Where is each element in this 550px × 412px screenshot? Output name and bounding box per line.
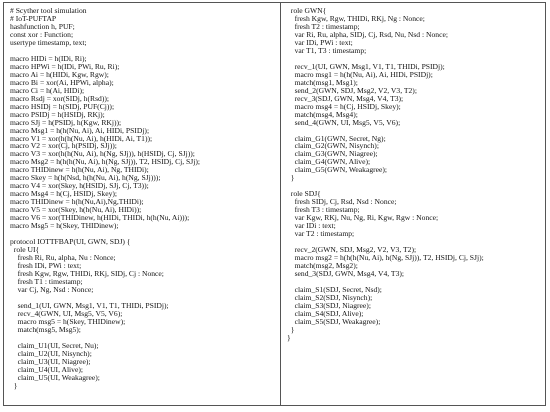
code-line: macro HIDi = h(IDi, Ri); [10, 53, 87, 63]
code-line: fresh T2 : timestamp; [287, 21, 360, 31]
code-line: recv_4(GWN, UI, Msg5, V5, V6); [10, 308, 123, 318]
code-line: macro V6 = xor(THIDinew, h(HIDi, THIDi, h(h(Nu, Ai))); [10, 213, 190, 223]
code-line: } [287, 332, 291, 342]
code-line: var IDi, PWi : text; [287, 37, 353, 47]
code-line: macro V5 = xor(Skey, h(h(Nu, Ai), HIDi)); [10, 205, 142, 215]
code-line: } [287, 324, 295, 334]
code-column-right [287, 7, 542, 342]
code-line: claim_U2(UI, Nisynch); [10, 348, 92, 358]
code-line: fresh Ri, Ru, alpha, Nu : Nonce; [10, 253, 116, 263]
code-line: usertype timestamp, text; [10, 37, 87, 47]
code-line: macro Ai = h(HIDi, Kgw, Rgw); [10, 69, 109, 79]
code-line: fresh T3 : timestamp; [287, 205, 360, 215]
code-line: claim_S2(SDJ, Nisynch); [287, 292, 373, 302]
code-line: fresh T1 : timestamp; [10, 276, 83, 286]
code-line: macro Msg2 = h(h(h(Nu, Ai), h(Ng, SJj)), T2, HSIDj, Cj, SJj); [10, 157, 200, 167]
code-line: match(msg4, Msg4); [287, 109, 358, 119]
code-line: claim_G4(GWN, Alive); [287, 157, 371, 167]
code-line: macro msg5 = h(Skey, THIDinew); [10, 316, 126, 326]
code-line: macro HPWi = h(IDi, PWi, Ru, Ri); [10, 61, 120, 71]
code-line: macro msg4 = h(Cj, HSIDj, Skey); [287, 101, 401, 111]
code-line [287, 182, 542, 190]
code-line: } [287, 173, 295, 183]
code-line: protocol IOTTFBAP(UI, GWN, SDJ) { [10, 237, 131, 247]
code-line: claim_U4(UI, Alive); [10, 364, 83, 374]
code-line: send_4(GWN, UI, Msg5, V5, V6); [287, 117, 401, 127]
code-line: var Cj, Ng, Nsd : Nonce; [10, 284, 94, 294]
code-line: recv_2(GWN, SDJ, Msg2, V2, V3, T2); [287, 245, 417, 255]
code-line [10, 390, 272, 398]
code-line: role GWN{ [287, 6, 327, 15]
code-line: macro Ci = h(Ai, HIDi); [10, 85, 85, 95]
code-line: const xor : Function; [10, 29, 74, 39]
code-line: send_2(GWN, SDJ, Msg2, V2, V3, T2); [287, 85, 417, 95]
code-line: match(msg2, Msg2); [287, 261, 358, 270]
code-line: } [10, 380, 18, 390]
code-line: match(msg1, Msg1); [287, 77, 358, 87]
code-line: claim_U1(UI, Secret, Nu); [10, 340, 99, 350]
code-line: macro Bi = xor(Ai, HPWi, alpha); [10, 77, 114, 87]
code-line: claim_G5(GWN, Weakagree); [287, 165, 388, 175]
code-line: var IDi : text; [287, 221, 336, 231]
code-line: fresh IDi, PWi : text; [10, 261, 82, 270]
code-line: macro THIDinew = h(h(Nu,Ai),Ng,THIDi); [10, 197, 144, 207]
code-line: recv_1(UI, GWN, Msg1, V1, T1, THIDi, PSIDj); [287, 61, 445, 71]
code-line: send_3(SDJ, GWN, Msg4, V4, T3); [287, 268, 405, 278]
code-line: var T2 : timestamp; [287, 229, 355, 239]
code-line: macro PSIDj = h(HSIDj, RKj); [10, 109, 105, 119]
code-listing-frame [3, 2, 546, 406]
code-column-left [10, 7, 272, 397]
code-line: macro msg1 = h(h(Nu, Ai), Ai, HIDi, PSIDj); [287, 69, 433, 79]
code-line: send_1(UI, GWN, Msg1, V1, T1, THIDi, PSIDj); [10, 300, 169, 310]
code-line: macro THIDinew = h(h(Nu, Ai), Ng, THIDi); [10, 165, 149, 175]
code-line: fresh SIDj, Cj, Rsd, Nsd : Nonce; [287, 197, 397, 207]
code-line: macro Msg5 = h(Skey, THIDinew); [10, 221, 119, 231]
code-line: var T1, T3 : timestamp; [287, 45, 367, 55]
code-line: match(msg5, Msg5); [10, 324, 81, 334]
code-line: macro Msg4 = h(Cj, HSIDj, Skey); [10, 189, 118, 199]
code-line: macro HSIDj = h(SIDj, PUF(Cj)); [10, 101, 115, 111]
code-line: claim_S4(SDJ, Alive); [287, 308, 364, 318]
code-line: role UI{ [10, 245, 40, 255]
code-line: # Scyther tool simulation [10, 6, 87, 15]
code-line: claim_G1(GWN, Secret, Ng); [287, 133, 386, 143]
code-line: claim_S3(SDJ, Niagree); [287, 300, 371, 310]
code-line: fresh Kgw, Rgw, THIDi, RKj, Ng : Nonce; [287, 13, 425, 23]
code-line: var Ri, Ru, alpha, SIDj, Cj, Rsd, Nu, Nsd : Nonce; [287, 29, 448, 39]
code-line: recv_3(SDJ, GWN, Msg4, V4, T3); [287, 93, 404, 103]
code-line: claim_S5(SDJ, Weakagree); [287, 316, 381, 326]
code-line: macro V2 = xor(Cj, h(PSIDj, SJj)); [10, 141, 117, 151]
column-divider [280, 3, 281, 405]
code-line: # IoT-PUFTAP [10, 13, 57, 23]
code-line: claim_G3(GWN, Niagree); [287, 149, 378, 159]
code-line: claim_U5(UI, Weakagree); [10, 372, 100, 382]
code-line: macro Skey = h(h(Nsd, h(h(Nu, Ai), h(Ng, SJj))); [10, 173, 161, 183]
code-line: fresh Kgw, Rgw, THIDi, RKj, SIDj, Cj : Nonce; [10, 268, 164, 278]
code-line: macro V1 = xor(h(h(Nu, Ai), h(HIDi, Ai, T1)); [10, 133, 153, 143]
code-line: var Kgw, RKj, Nu, Ng, Ri, Kgw, Rgw : Nonce; [287, 213, 439, 223]
code-line: macro Rsdj = xor(SIDj, h(Rsd)); [10, 93, 109, 103]
code-line: claim_G2(GWN, Nisynch); [287, 141, 379, 151]
code-line: macro V3 = xor(h(h(Nu, Ai), h(Ng, SJj)), h(HSIDj, Cj, SJj)); [10, 149, 195, 159]
code-line: claim_S1(SDJ, Secret, Nsd); [287, 284, 382, 294]
code-line: claim_U3(UI, Niagree); [10, 356, 91, 366]
code-line: macro msg2 = h(h(h(Nu, Ai), h(Ng, SJj)), T2, HSIDj, Cj, SJj); [287, 253, 484, 263]
code-line: role SDJ{ [287, 189, 321, 199]
code-line: macro V4 = xor(Skey, h(HSIDj, SJj, Cj, T3)); [10, 181, 149, 191]
code-line: hashfunction h, PUF; [10, 21, 75, 31]
code-line: macro Msg1 = h(h(Nu, Ai), Ai, HIDi, PSIDj); [10, 125, 150, 135]
code-line: macro SJj = h(PSIDj, h(Kgw, RKj)); [10, 117, 122, 127]
